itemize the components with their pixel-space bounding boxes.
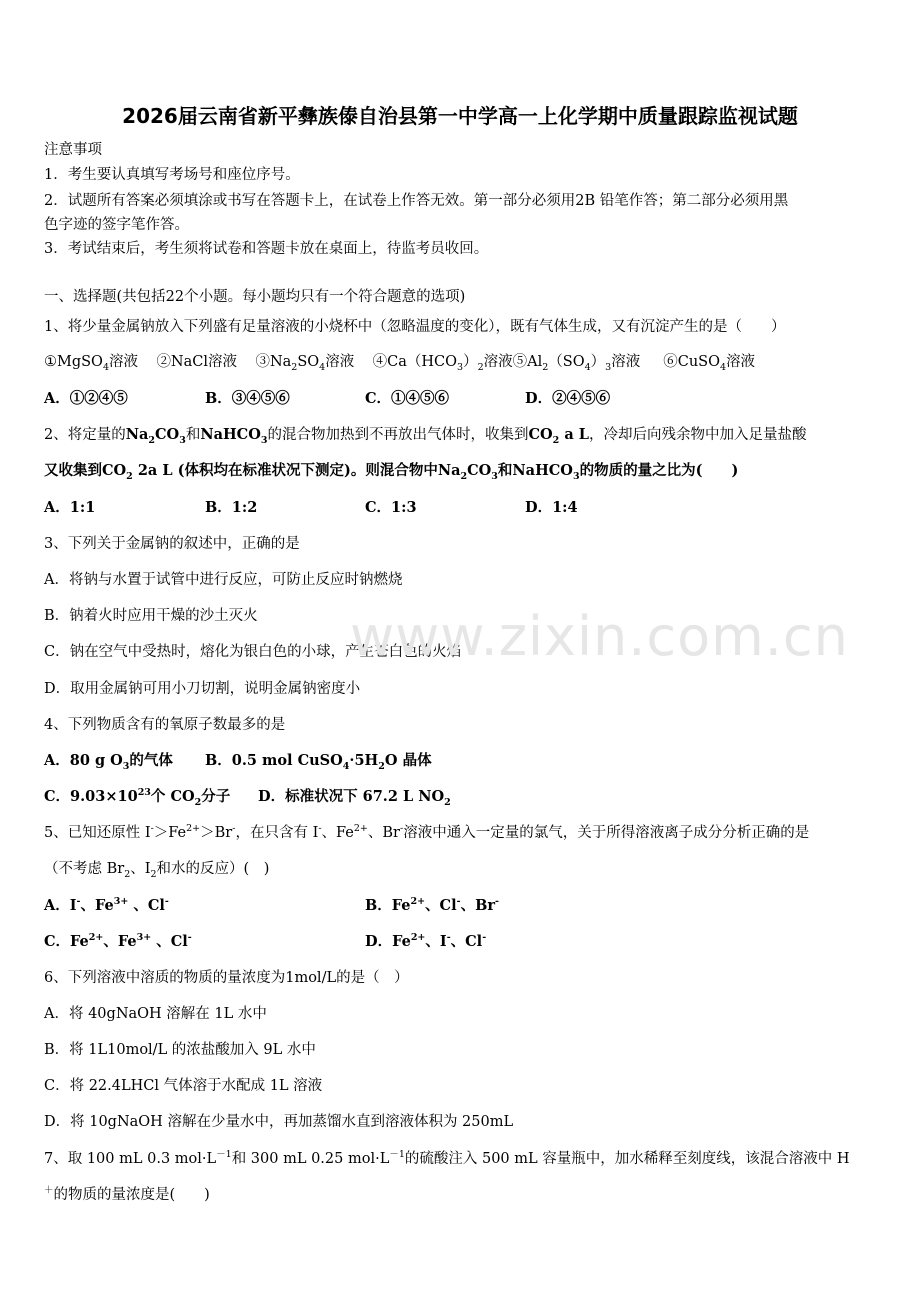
- question-4-option-b: B．0.5 mol $CuSO_4\cdot 5H_2O$ 晶体: [205, 752, 432, 772]
- question-4-option-a: A．80 g $O_3$的气体: [44, 752, 173, 772]
- question-2-option-b: B．1:2: [205, 499, 258, 516]
- question-3-option-d: D．取用金属钠可用小刀切割，说明金属钠密度小: [44, 681, 361, 697]
- question-4-option-d: D．标准状况下 67.2 L $NO_2$: [258, 788, 451, 808]
- question-3-option-b: B．钠着火时应用干燥的沙土灭火: [44, 608, 258, 624]
- question-2-option-c: C．1:3: [365, 499, 417, 516]
- question-6-option-d: D．将 10gNaOH 溶解在少量水中，再加蒸馏水直到溶液体积为 250mL: [44, 1114, 514, 1130]
- notice-item: 2．试题所有答案必须填涂或书写在答题卡上，在试卷上作答无效。第一部分必须用2B 铅笔作答；第二部分必须用黑: [44, 193, 789, 209]
- notice-heading: 注意事项: [44, 142, 102, 158]
- question-5-option-c: C．$Fe^{2+}$、$Fe^{3+}$ 、Cl-: [44, 932, 192, 950]
- question-6-option-c: C．将 22.4LHCl 气体溶于水配成 1L 溶液: [44, 1078, 323, 1094]
- notice-item: 色字迹的签字笔作答。: [44, 217, 189, 233]
- question-5-option-a: A．I-、$Fe^{3+}$ 、Cl-: [44, 896, 169, 914]
- page-title: 2026届云南省新平彝族傣自治县第一中学高一上化学期中质量跟踪监视试题: [122, 104, 798, 128]
- watermark: www.zixin.com.cn: [350, 605, 849, 668]
- question-4-option-c: C．$9.03\times 10^{23}$个 $CO_2$分子: [44, 787, 231, 808]
- question-4-stem: 4、下列物质含有的氧原子数最多的是: [44, 717, 286, 733]
- question-6-stem: 6、下列溶液中溶质的物质的量浓度为1mol/L的是（ ）: [44, 970, 409, 986]
- question-5-line-2: （不考虑 $Br_2$、$I_2$和水的反应）( ): [44, 861, 270, 880]
- question-7-line-2: ＋的物质的量浓度是( ): [44, 1185, 210, 1203]
- question-1-option-a: A．①②④⑤: [44, 390, 128, 407]
- question-5-line-1: 5、已知还原性 $I^->Fe^{2+}>Br^-$，在只含有 I-、$Fe^{2+}$、Br-溶液中通入一定量的氯气，关于所得溶液离子成分分析正确的是: [44, 823, 810, 841]
- question-1-items: ①MgSO$_4$溶液 ②NaCl溶液 $③Na_2SO_4$溶液 $④Ca(HCO_3)_2$溶液$⑤Al_2(SO_4)_3$溶液 ⑥CuSO$_4$溶液: [44, 354, 756, 373]
- notice-item: 3．考试结束后，考生须将试卷和答题卡放在桌面上，待监考员收回。: [44, 241, 489, 257]
- question-2-line-2: 又收集到$CO_2$ 2a L (体积均在标准状况下测定)。则混合物中$Na_2CO_3$和NaHCO$_3$的物质的量之比为( ): [44, 462, 739, 482]
- question-1-option-c: C．①④⑤⑥: [365, 390, 450, 407]
- question-7-line-1: 7、取 100 mL 0.3 $mol\cdot L^{-1}$和 300 mL 0.25 $mol\cdot L^{-1}$的硫酸注入 500 mL 容量瓶中，加水稀释至刻度线，该混合溶液中 H: [44, 1149, 850, 1167]
- question-1-option-d: D．②④⑤⑥: [525, 390, 611, 407]
- question-2-line-1: 2、将定量的$Na_2CO_3$和NaHCO$_3$的混合物加热到不再放出气体时，收集到$CO_2$ a L，冷却后向残余物中加入足量盐酸: [44, 426, 807, 446]
- notice-item: 1．考生要认真填写考场号和座位序号。: [44, 167, 300, 183]
- section-heading: 一、选择题(共包括22个小题。每小题均只有一个符合题意的选项): [44, 289, 466, 305]
- question-1-stem: 1、将少量金属钠放入下列盛有足量溶液的小烧杯中（忽略温度的变化），既有气体生成，又有沉淀产生的是（ ）: [44, 319, 786, 335]
- question-6-option-b: B．将 1L10mol/L 的浓盐酸加入 9L 水中: [44, 1042, 316, 1058]
- question-2-option-a: A．1:1: [44, 499, 96, 516]
- question-6-option-a: A．将 40gNaOH 溶解在 1L 水中: [44, 1006, 267, 1022]
- question-3-stem: 3、下列关于金属钠的叙述中，正确的是: [44, 536, 300, 552]
- question-5-option-b: B．$Fe^{2+}$、Cl-、Br-: [365, 896, 499, 914]
- question-3-option-a: A．将钠与水置于试管中进行反应，可防止反应时钠燃烧: [44, 572, 403, 588]
- question-1-option-b: B．③④⑤⑥: [205, 390, 290, 407]
- question-5-option-d: D．$Fe^{2+}$、I-、Cl-: [365, 932, 487, 950]
- question-3-option-c: C．钠在空气中受热时，熔化为银白色的小球，产生苍白色的火焰: [44, 644, 462, 660]
- question-2-option-d: D．1:4: [525, 499, 578, 516]
